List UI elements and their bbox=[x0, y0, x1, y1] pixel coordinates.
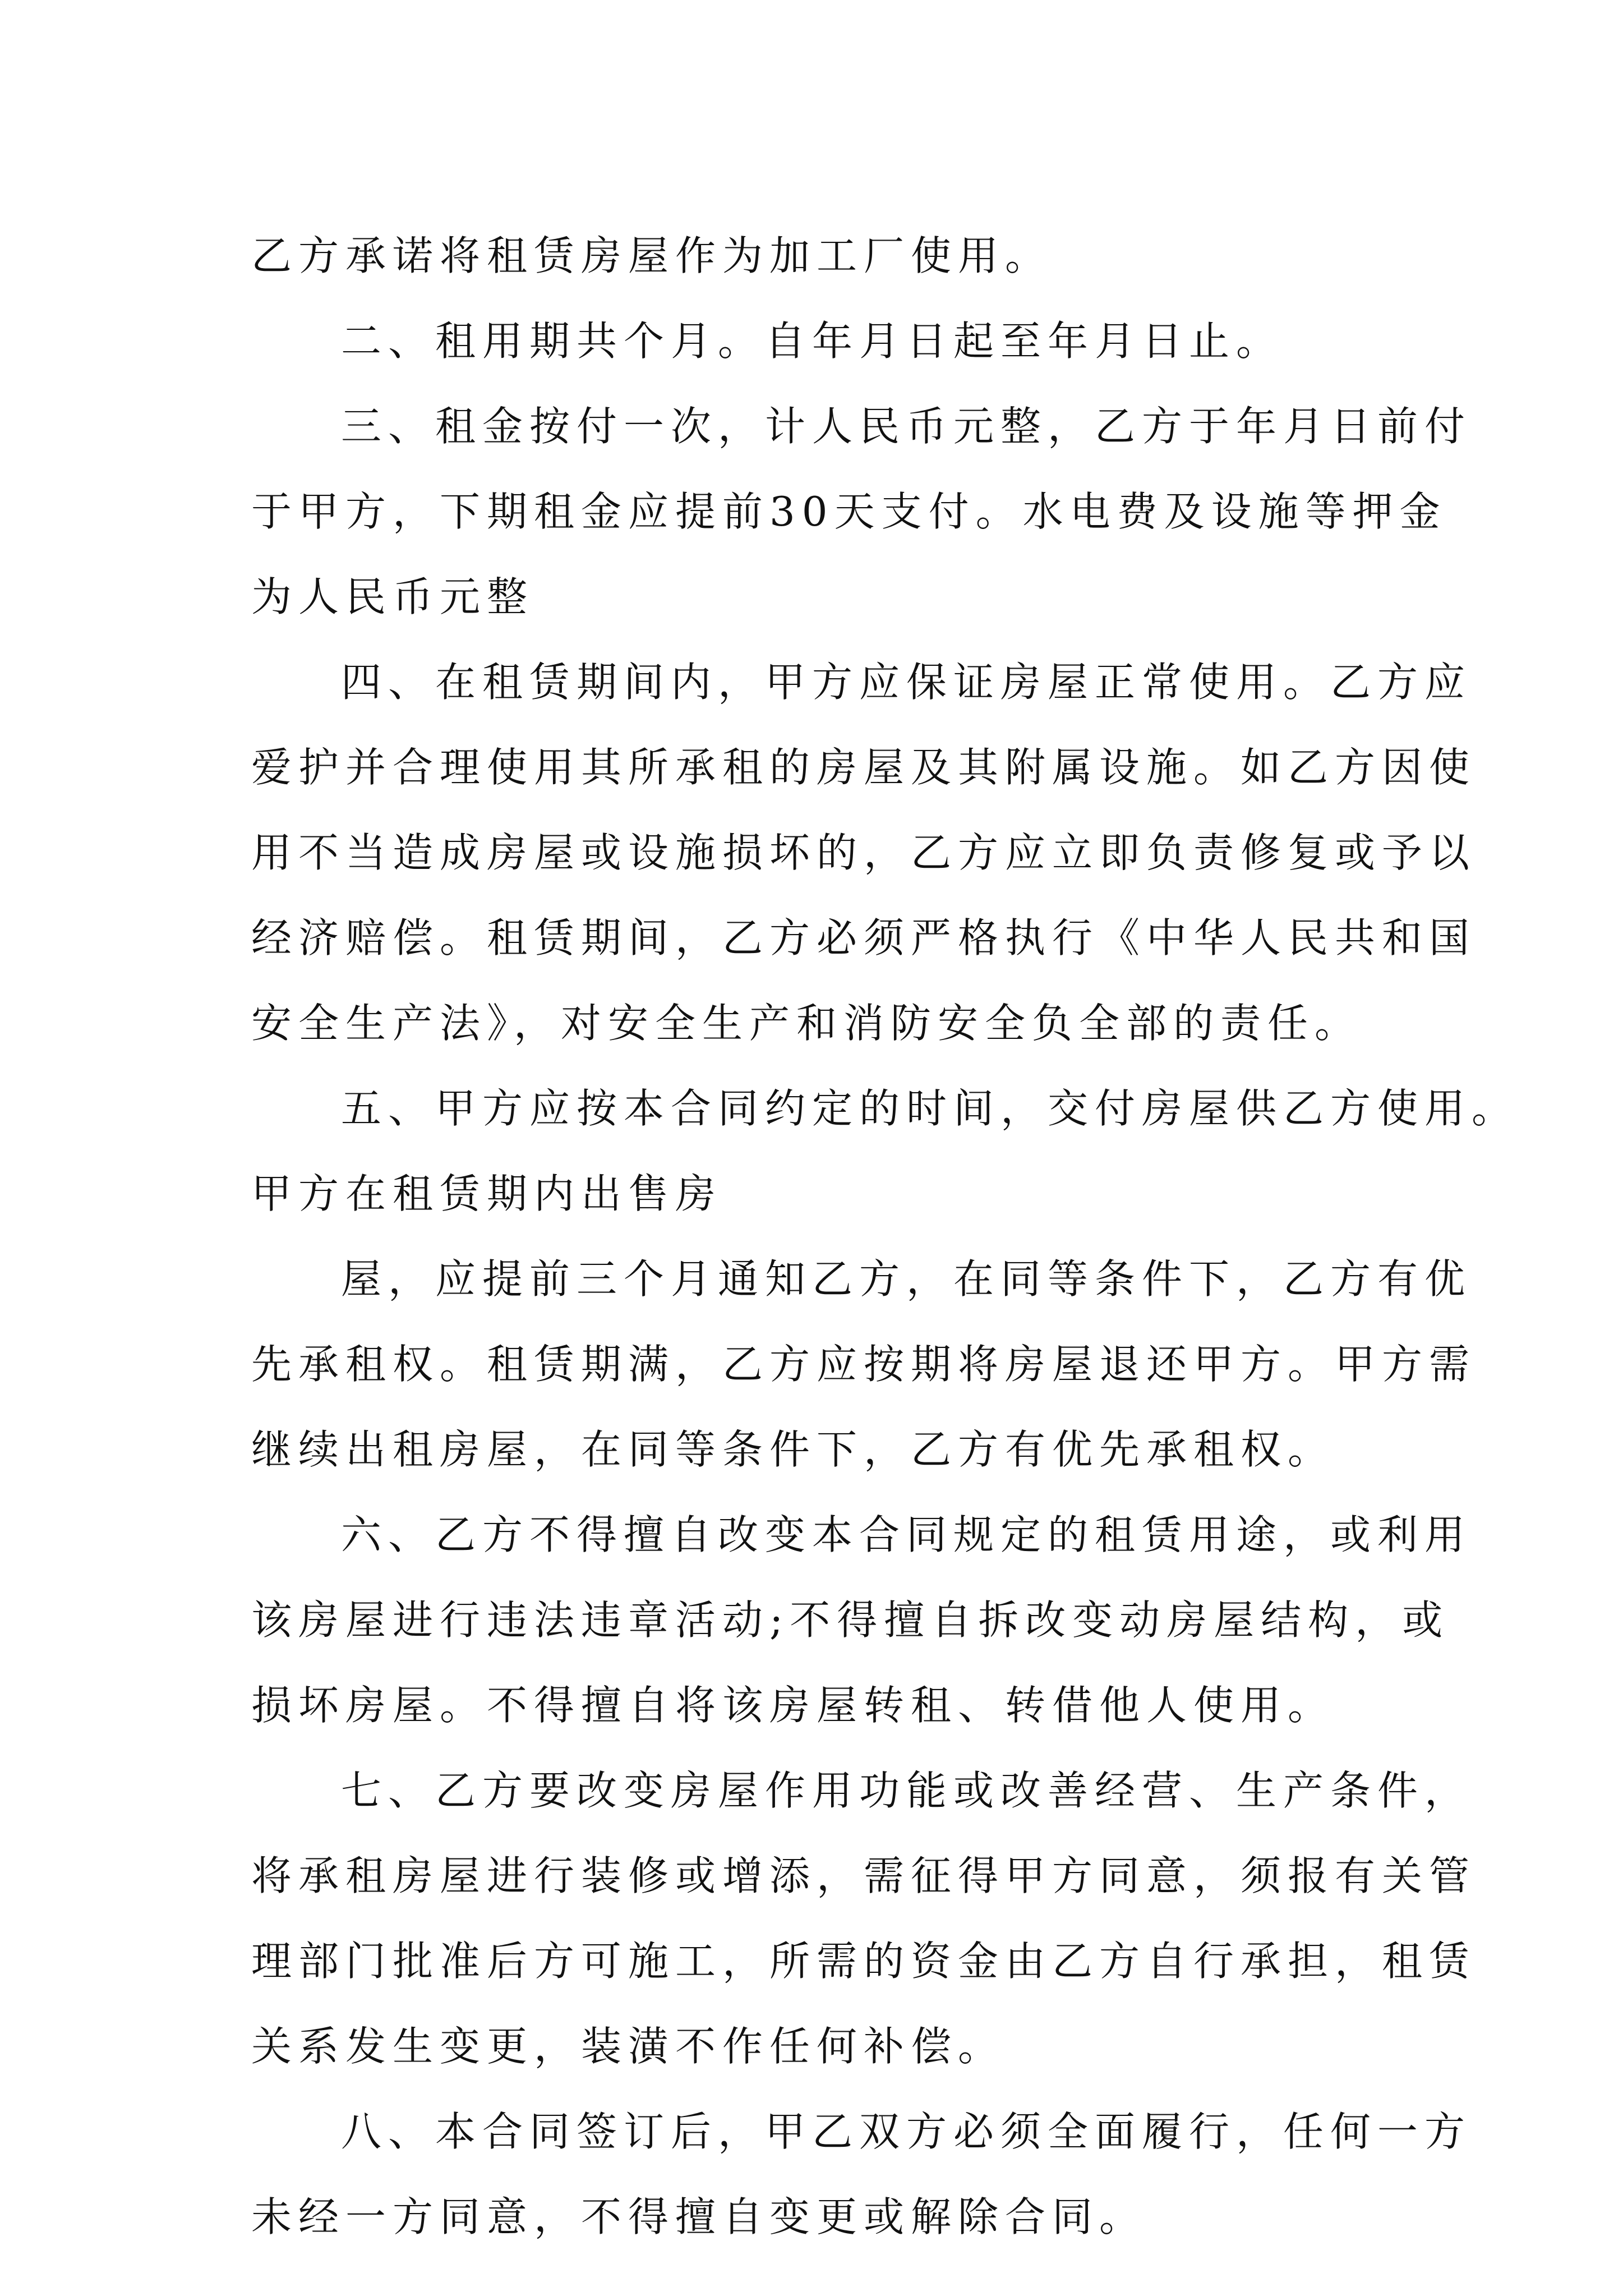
text-line: 未经一方同意，不得擅自变更或解除合同。 bbox=[251, 2193, 1147, 2240]
text-line: 用不当造成房屋或设施损坏的，乙方应立即负责修复或予以 bbox=[251, 829, 1477, 876]
text-line: 六、乙方不得擅自改变本合同规定的租赁用途，或利用 bbox=[341, 1511, 1472, 1558]
text-line: 五、甲方应按本合同约定的时间，交付房屋供乙方使用。 bbox=[341, 1085, 1519, 1132]
text-line: 七、乙方要改变房屋作用功能或改善经营、生产条件， bbox=[341, 1767, 1472, 1814]
text-line: 八、本合同签订后，甲乙双方必须全面履行，任何一方 bbox=[341, 2108, 1472, 2155]
text-line: 损坏房屋。不得擅自将该房屋转租、转借他人使用。 bbox=[251, 1682, 1335, 1729]
text-line: 将承租房屋进行装修或增添，需征得甲方同意，须报有关管 bbox=[251, 1852, 1477, 1899]
text-line: 二、租用期共个月。自年月日起至年月日止。 bbox=[341, 318, 1284, 365]
contract-body bbox=[251, 213, 1519, 2260]
text-line: 四、在租赁期间内，甲方应保证房屋正常使用。乙方应 bbox=[341, 659, 1472, 706]
text-line: 屋，应提前三个月通知乙方，在同等条件下，乙方有优 bbox=[341, 1255, 1472, 1303]
text-line: 于甲方，下期租金应提前30天支付。水电费及设施等押金 bbox=[251, 488, 1447, 535]
text-line: 为人民币元整 bbox=[251, 573, 534, 620]
text-line: 先承租权。租赁期满，乙方应按期将房屋退还甲方。甲方需 bbox=[251, 1341, 1477, 1388]
text-line: 经济赔偿。租赁期间，乙方必须严格执行《中华人民共和国 bbox=[251, 914, 1477, 961]
text-line: 理部门批准后方可施工，所需的资金由乙方自行承担，租赁 bbox=[251, 1938, 1477, 1985]
text-line: 安全生产法》，对安全生产和消防安全负全部的责任。 bbox=[251, 1000, 1362, 1047]
text-line: 甲方在租赁期内出售房 bbox=[251, 1170, 723, 1217]
text-line: 爱护并合理使用其所承租的房屋及其附属设施。如乙方因使 bbox=[251, 744, 1477, 791]
text-line: 关系发生变更，装潢不作任何补偿。 bbox=[251, 2023, 1006, 2070]
text-line: 三、租金按付一次，计人民币元整，乙方于年月日前付 bbox=[341, 403, 1472, 450]
text-line: 乙方承诺将租赁房屋作为加工厂使用。 bbox=[251, 232, 1053, 279]
text-line: 继续出租房屋，在同等条件下，乙方有优先承租权。 bbox=[251, 1426, 1335, 1473]
text-line: 该房屋进行违法违章活动;不得擅自拆改变动房屋结构，或 bbox=[251, 1596, 1450, 1644]
